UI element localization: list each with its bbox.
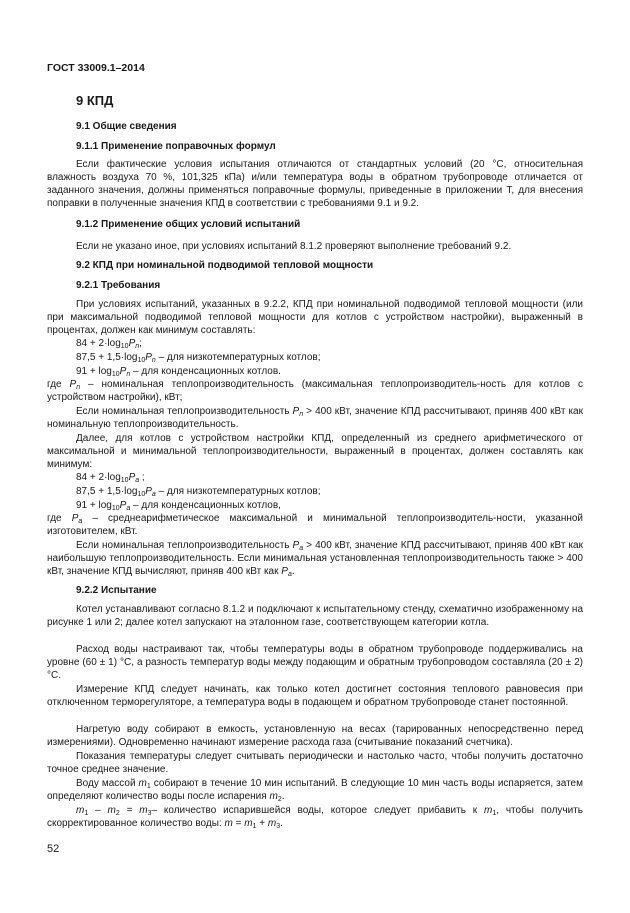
paragraph-9-2-1-a: При условиях испытаний, указанных в 9.2.2, КПД при номинальной подводимой тепловой мощности (или при максимальной подводимой тепловой мощности для котлов с устройством настройки), выраженный в процентах, должен как минимум составлять:: [47, 299, 583, 336]
paragraph-9-2-2-g: $m_1 - m_2 = m_3-$ количество испарившейся воды, которое следует прибавить к $m_1$, чтобы получить скорректированное количество воды: $m = m_1 + m_3$.: [47, 805, 583, 830]
heading-9-1: 9.1 Общие сведения: [76, 121, 177, 132]
formula-5: $87,5 + 1,5\cdot\log_{10}P_a$ – для низкотемпературных котлов;: [76, 486, 321, 498]
paragraph-9-2-2-e: Показания температуры следует считывать периодически и настолько часто, чтобы получить достаточно точное среднее значение.: [47, 751, 583, 775]
formula-2: $87,5 + 1,5\cdot\log_{10}P_n$ – для низкотемпературных котлов;: [76, 352, 321, 364]
heading-9-2-1: 9.2.1 Требования: [76, 280, 161, 291]
paragraph-9-2-1-d: Если номинальная теплопроизводительность $P_a > 400$ кВт, значение КПД рассчитывают, приняв 400 кВт как наибольшую теплопроизводительность. Если минимальная установленная теплопроизводительность также > 400 кВт, значение КПД вычисляют, приняв 400 кВт как $P_a$.: [47, 540, 583, 578]
paragraph-9-2-2-f: Воду массой $m_1$ собирают в течение 10 мин испытаний. В следующие 10 мин часть воды испаряется, затем определяют количество воды после испарения $m_2$.: [47, 778, 583, 803]
paragraph-9-2-1-c: Далее, для котлов с устройством настройки КПД, определенный из среднего арифметического от максимальной и минимальной теплопроизводительности, выраженный в процентах, должен составлять как минимум:: [47, 433, 583, 470]
paragraph-9-1-1: Если фактические условия испытания отличаются от стандартных условий (20 °С, относительная влажность воздуха 70 %, 101,325 кПа) и/или температура воды в обратном трубопроводе отличается от заданного значения, должны применяться поправочные формулы, приведенные в приложении Т, для внесения поправки в полученные значения КПД в соответствии с требованиями 9.1 и 9.2.: [47, 159, 583, 209]
definition-pn: где $P_n$ – номинальная теплопроизводительность (максимальная теплопроизводитель-ность для котлов с устройством настройки), кВт;: [47, 379, 583, 403]
paragraph-9-2-2-d: Нагретую воду собирают в емкость, установленную на весах (тарированных непосредственно перед измерениями). Одновременно начинают измерение расхода газа (считывание показаний счетчика).: [47, 724, 583, 748]
page-number: 52: [47, 843, 60, 855]
paragraph-9-2-2-a: Котел устанавливают согласно 8.1.2 и подключают к испытательному стенду, схематично изображенному на рисунке 1 или 2; далее котел запускают на эталонном газе, соответствующем категории котла.: [47, 604, 583, 628]
definition-pa: где $P_a$ – среднеарифметическое максимальной и минимальной теплопроизводитель-ности, указанной изготовителем, кВт.: [47, 513, 584, 537]
heading-9-2: 9.2 КПД при номинальной подводимой тепловой мощности: [76, 260, 374, 271]
section-heading: 9 КПД: [76, 93, 114, 108]
formula-1: $84 + 2\cdot\log_{10}P_n$;: [76, 338, 142, 350]
heading-9-2-2: 9.2.2 Испытание: [76, 585, 157, 596]
formula-3: $91 + \log_{10}P_n$ – для конденсационных котлов.: [76, 366, 281, 378]
document-header: ГОСТ 33009.1–2014: [47, 62, 145, 74]
heading-9-1-1: 9.1.1 Применение поправочных формул: [76, 141, 276, 152]
paragraph-9-2-2-b: Расход воды настраивают так, чтобы температуры воды в обратном трубопроводе поддерживались на уровне (60 ± 1) °С, а разность температур воды между подающим и обратным трубопроводом составляла (20 ± 2) °С.: [47, 644, 583, 681]
paragraph-9-2-2-c: Измерение КПД следует начинать, как только котел достигнет состояния теплового равновесия при отключенном терморегуляторе, а температура воды в подающем и обратном трубопроводе станет постоянной.: [47, 684, 583, 708]
formula-6: $91 + \log_{10}P_a$ – для конденсационных котлов,: [76, 500, 281, 512]
heading-9-1-2: 9.1.2 Применение общих условий испытаний: [76, 219, 301, 230]
paragraph-9-1-2: Если не указано иное, при условиях испытаний 8.1.2 проверяют выполнение требований 9.2.: [76, 241, 512, 252]
formula-4: $84 + 2\cdot\log_{10}P_a$ ;: [76, 472, 145, 484]
paragraph-9-2-1-b: Если номинальная теплопроизводительность $P_n > 400$ кВт, значение КПД рассчитывают, приняв 400 кВт как номинальную теплопроизводительность.: [47, 406, 583, 430]
